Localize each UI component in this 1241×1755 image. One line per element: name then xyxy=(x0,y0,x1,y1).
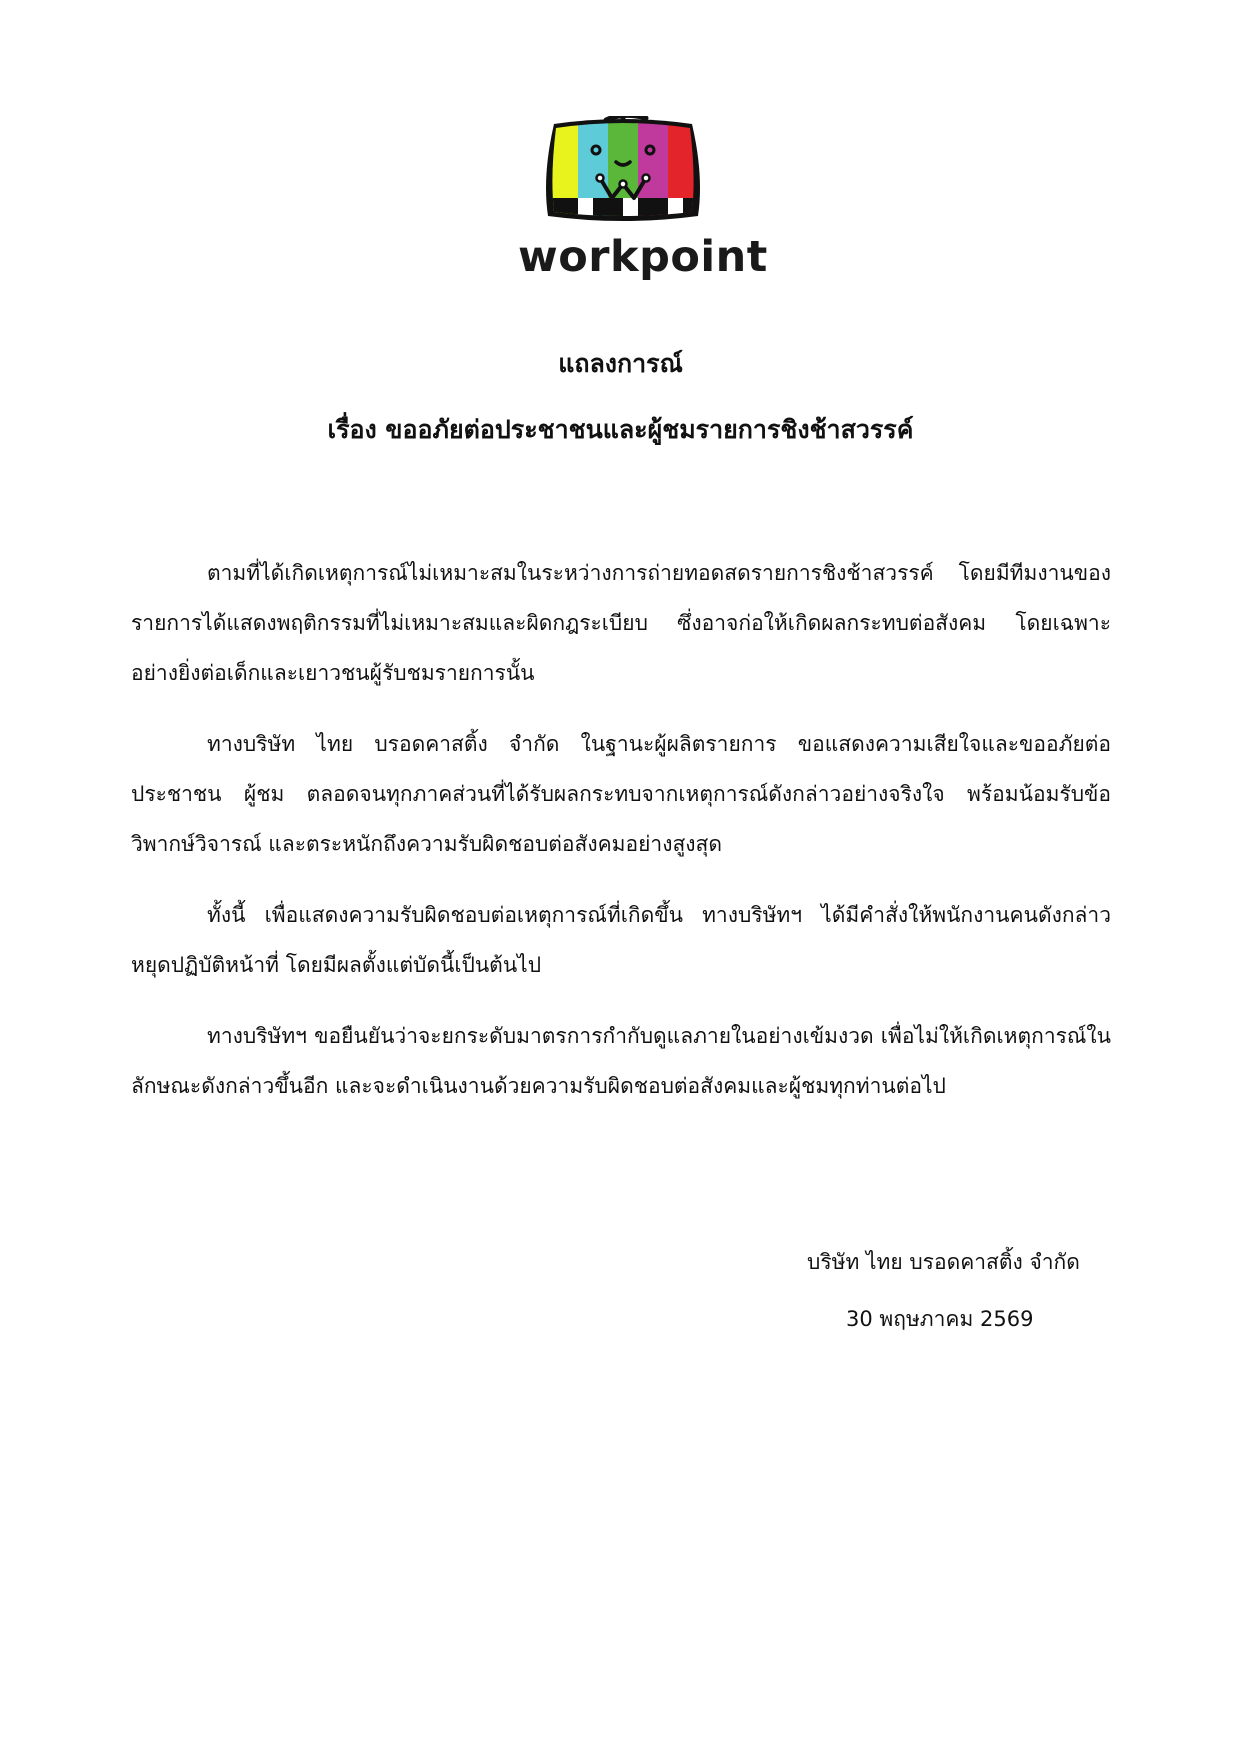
statement-body xyxy=(131,548,1111,1132)
document-title: แถลงการณ์ xyxy=(558,349,683,378)
signature-date: 30 พฤษภาคม 2569 xyxy=(846,1307,1034,1331)
signature-company: บริษัท ไทย บรอดคาสติ้ง จำกัด xyxy=(807,1250,1080,1274)
paragraph-4: ทางบริษัทฯ ขอยืนยันว่าจะยกระดับมาตรการกำกับดูแลภายในอย่างเข้มงวด เพื่อไม่ให้เกิดเหตุการณ์ในลักษณะดังกล่าวขึ้นอีก และจะดำเนินงานด้วยความรับผิดชอบต่อสังคมและผู้ชมทุกท่านต่อไป xyxy=(131,1024,1111,1098)
workpoint-logo xyxy=(518,116,768,286)
workpoint-wordmark: workpoint xyxy=(518,232,768,282)
paragraph-1: ตามที่ได้เกิดเหตุการณ์ไม่เหมาะสมในระหว่างการถ่ายทอดสดรายการชิงช้าสวรรค์ โดยมีทีมงานของรายการได้แสดงพฤติกรรมที่ไม่เหมาะสมและผิดกฎระเบียบ ซึ่งอาจก่อให้เกิดผลกระทบต่อสังคม โดยเฉพาะอย่างยิ่งต่อเด็กและเยาวชนผู้รับชมรายการนั้น xyxy=(131,561,1111,685)
paragraph-2: ทางบริษัท ไทย บรอดคาสติ้ง จำกัด ในฐานะผู้ผลิตรายการ ขอแสดงความเสียใจและขออภัยต่อประชาชน ผู้ชม ตลอดจนทุกภาคส่วนที่ได้รับผลกระทบจากเหตุการณ์ดังกล่าวอย่างจริงใจ พร้อมน้อมรับข้อวิพากษ์วิจารณ์ และตระหนักถึงความรับผิดชอบต่อสังคมอย่างสูงสุด xyxy=(131,732,1111,856)
workpoint-tv-icon xyxy=(518,116,728,232)
document-subject: เรื่อง ขออภัยต่อประชาชนและผู้ชมรายการชิงช้าสวรรค์ xyxy=(327,415,914,444)
paragraph-3: ทั้งนี้ เพื่อแสดงความรับผิดชอบต่อเหตุการณ์ที่เกิดขึ้น ทางบริษัทฯ ได้มีคำสั่งให้พนักงานคนดังกล่าวหยุดปฏิบัติหน้าที่ โดยมีผลตั้งแต่บัดนี้เป็นต้นไป xyxy=(131,903,1111,977)
